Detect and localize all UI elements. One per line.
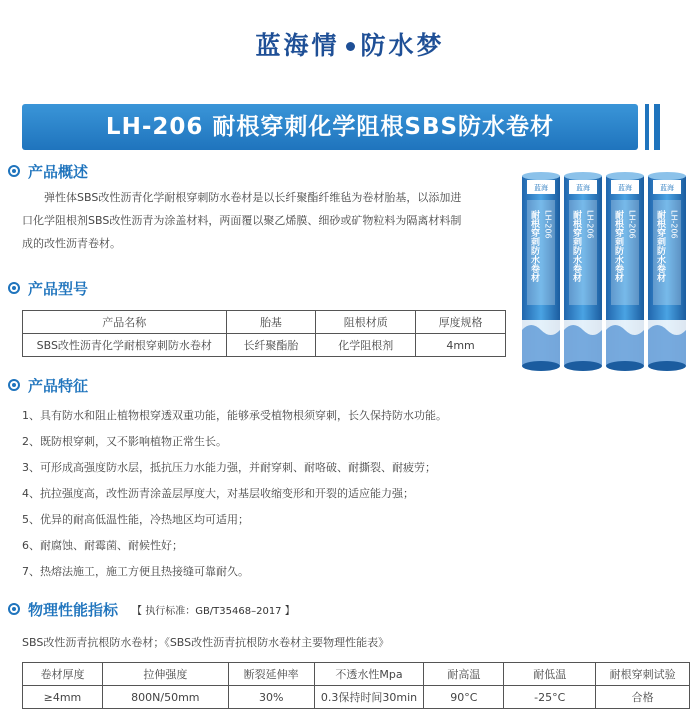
- table-header-cell: 产品名称: [23, 311, 227, 334]
- table-header-row: [23, 311, 506, 334]
- table-cell: ≥4mm: [23, 686, 103, 709]
- feature-item: 4、抗拉强度高，改性沥青涂盖层厚度大，对基层收缩变形和开裂的适应能力强；: [22, 487, 414, 500]
- section-heading: 物理性能指标: [28, 600, 119, 619]
- section-physical: [8, 598, 295, 620]
- table-cell: SBS改性沥青化学耐根穿刺防水卷材: [23, 334, 227, 357]
- title-accent-bar: [645, 104, 649, 150]
- section-model: [8, 277, 88, 299]
- standard-note: 【 执行标准：GB/T35468–2017 】: [132, 605, 295, 617]
- brand-slogan: [0, 26, 700, 62]
- table-header-cell: 拉伸强度: [102, 663, 228, 686]
- bullet-circle-icon: [8, 379, 20, 391]
- physical-intro: SBS改性沥青抗根防水卷材；《SBS改性沥青抗根防水卷材主要物理性能表》: [22, 636, 390, 649]
- section-heading: 产品概述: [28, 162, 89, 181]
- bullet-circle-icon: [8, 165, 20, 177]
- table-cell: 合格: [596, 686, 690, 709]
- feature-item: 7、热熔法施工，施工方便且热接缝可靠耐久。: [22, 565, 249, 578]
- product-rolls-image: [520, 170, 690, 385]
- table-header-cell: 不透水性Mpa: [314, 663, 424, 686]
- feature-item: 6、耐腐蚀、耐霉菌、耐候性好；: [22, 539, 183, 552]
- table-cell: 长纤聚酯胎: [226, 334, 316, 357]
- table-header-cell: 阻根材质: [316, 311, 416, 334]
- svg-text:耐根穿刺防水卷材: 耐根穿刺防水卷材: [529, 210, 539, 282]
- brand-right: 防水梦: [360, 31, 445, 60]
- section-heading: 产品特征: [28, 376, 89, 395]
- table-cell: 90°C: [424, 686, 504, 709]
- table-cell: 0.3保持时间30min: [314, 686, 424, 709]
- table-cell: 30%: [228, 686, 314, 709]
- table-header-cell: 耐高温: [424, 663, 504, 686]
- overview-paragraph: 弹性体SBS改性沥青化学耐根穿刺防水卷材是以长纤聚酯纤维毡为卷材胎基，以添加进口化学阻根剂SBS改性沥青为涂盖材料，两面覆以聚乙烯膜、细砂或矿物粒料为隔离材料制成的改性沥青卷材。: [22, 191, 462, 250]
- physical-table: [22, 662, 690, 709]
- product-title: LH-206 耐根穿刺化学阻根SBS防水卷材: [22, 104, 638, 150]
- table-cell: 化学阻根剂: [316, 334, 416, 357]
- svg-text:蓝海: 蓝海: [534, 184, 548, 192]
- table-cell: -25°C: [504, 686, 596, 709]
- overview-text: [22, 186, 462, 255]
- bullet-circle-icon: [8, 603, 20, 615]
- table-cell: 800N/50mm: [102, 686, 228, 709]
- feature-item: 2、既防根穿刺，又不影响植物正常生长。: [22, 435, 227, 448]
- svg-text:LH-206: LH-206: [543, 210, 553, 239]
- brand-dot: [346, 42, 355, 51]
- features-list: [22, 403, 447, 585]
- table-cell: 4mm: [416, 334, 506, 357]
- table-header-cell: 断裂延伸率: [228, 663, 314, 686]
- table-header-row: [23, 663, 690, 686]
- title-accent-bar: [654, 104, 660, 150]
- model-table: [22, 310, 506, 357]
- feature-item: 3、可形成高强度防水层，抵抗压力水能力强，并耐穿刺、耐咯破、耐撕裂、耐疲劳；: [22, 461, 436, 474]
- section-features: [8, 374, 88, 396]
- brand-left: 蓝海情: [255, 31, 340, 60]
- bullet-circle-icon: [8, 282, 20, 294]
- feature-item: 5、优异的耐高低温性能，冷热地区均可适用；: [22, 513, 249, 526]
- table-row: [23, 334, 506, 357]
- table-header-cell: 胎基: [226, 311, 316, 334]
- section-heading: 产品型号: [28, 279, 89, 298]
- table-header-cell: 厚度规格: [416, 311, 506, 334]
- table-row: [23, 686, 690, 709]
- table-header-cell: 耐低温: [504, 663, 596, 686]
- section-overview: [8, 160, 88, 182]
- table-header-cell: 卷材厚度: [23, 663, 103, 686]
- table-header-cell: 耐根穿刺试验: [596, 663, 690, 686]
- feature-item: 1、具有防水和阻止植物根穿透双重功能，能够承受植物根须穿刺，长久保持防水功能。: [22, 409, 447, 422]
